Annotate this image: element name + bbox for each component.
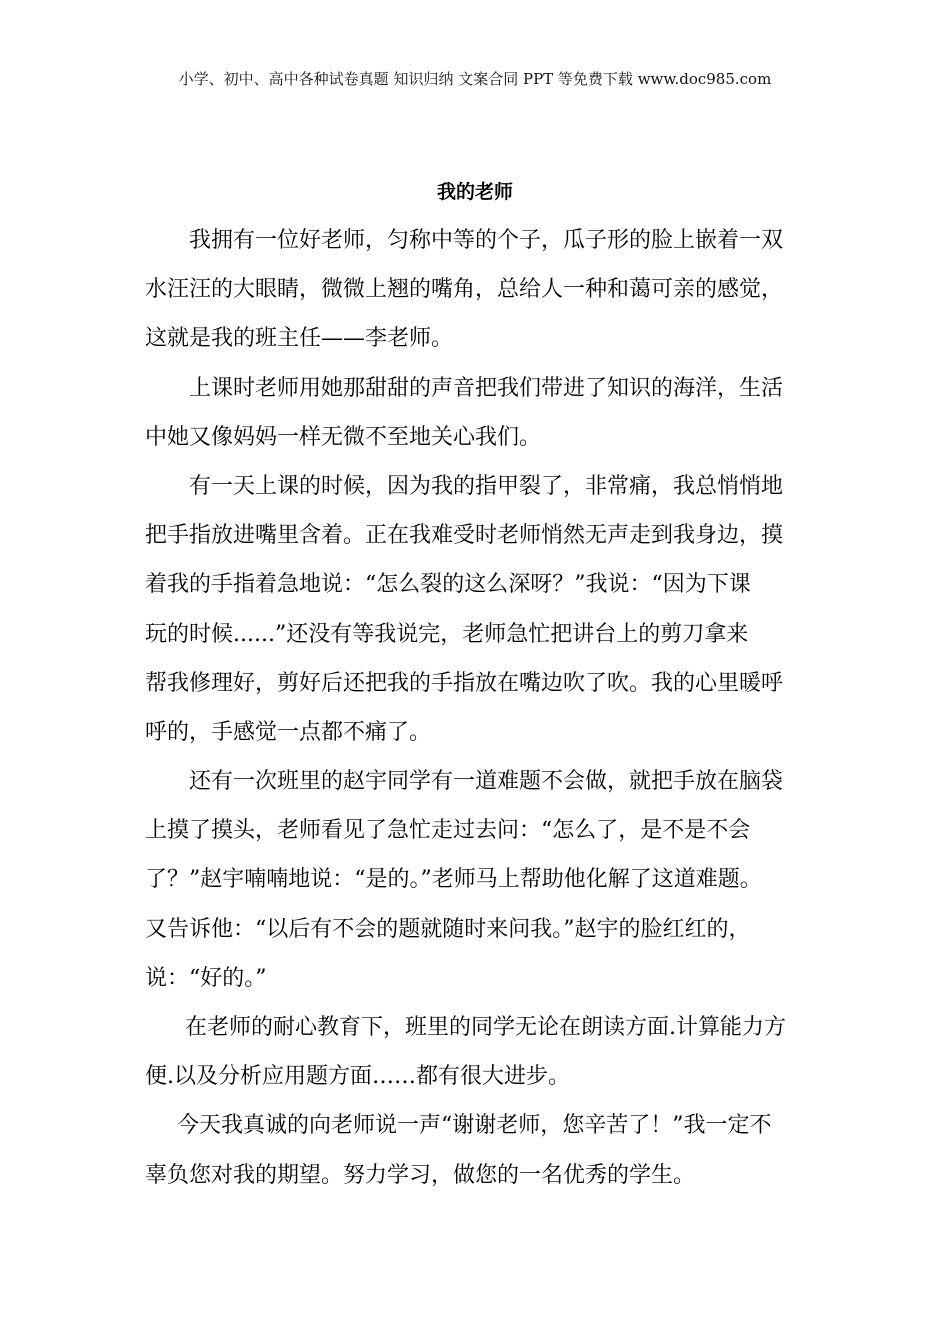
paragraph-3 [145,462,835,757]
text-line: 便.以及分析应用题方面……都有很大进步。 [145,1064,570,1090]
text-line: 在老师的耐心教育下，班里的同学无论在朗读方面.计算能力方 [185,1015,786,1040]
text-line: 还有一次班里的赵宇同学有一道难题不会做，就把手放在脑袋 [189,769,784,795]
text-line: 辜负您对我的期望。努力学习，做您的一名优秀的学生。 [145,1162,696,1188]
text-line: 玩的时候......”还没有等我说完，老师急忙把讲台上的剪刀拿来 [145,621,749,647]
text-line: 我拥有一位好老师，匀称中等的个子，瓜子形的脸上嵌着一双 [189,228,784,253]
text-line: 上摸了摸头，老师看见了急忙走过去问：“怎么了，是不是不会 [145,818,751,844]
text-line: 中她又像妈妈一样无微不至地关心我们。 [145,424,542,450]
text-line: 上课时老师用她那甜甜的声音把我们带进了知识的海洋，生活 [189,375,784,401]
text-line: 今天我真诚的向老师说一声“谢谢老师，您辛苦了！”我一定不 [177,1113,772,1139]
text-line: 又告诉他：“以后有不会的题就随时来问我。”赵宇的脸红红的， [145,916,751,942]
paragraph-1 [145,216,835,364]
text-line: 着我的手指着急地说：“怎么裂的这么深呀？”我说：“因为下课 [145,572,751,598]
text-line: 这就是我的班主任——李老师。 [145,326,454,352]
text-line: 了？”赵宇喃喃地说：“是的。”老师马上帮助他化解了这道难题。 [145,867,762,893]
text-line: 把手指放进嘴里含着。正在我难受时老师悄然无声走到我身边，摸 [145,523,784,549]
text-line: 说：“好的。” [145,965,267,991]
essay-title: 我的老师 [436,181,513,203]
paragraph-4 [145,757,835,1003]
page-header-ad: 小学、初中、高中各种试卷真题 知识归纳 文案合同 PPT 等免费下载 www.doc985.com [178,70,772,88]
text-line: 水汪汪的大眼睛，微微上翘的嘴角，总给人一种和蔼可亲的感觉， [145,277,784,303]
paragraph-2 [145,364,835,462]
text-line: 帮我修理好，剪好后还把我的手指放在嘴边吹了吹。我的心里暖呼 [145,670,784,696]
paragraph-5 [145,1003,835,1101]
essay-body [145,196,835,1200]
text-line: 有一天上课的时候，因为我的指甲裂了，非常痛，我总悄悄地 [189,473,784,499]
text-line: 呼的，手感觉一点都不痛了。 [145,719,432,745]
paragraph-6 [145,1101,835,1199]
